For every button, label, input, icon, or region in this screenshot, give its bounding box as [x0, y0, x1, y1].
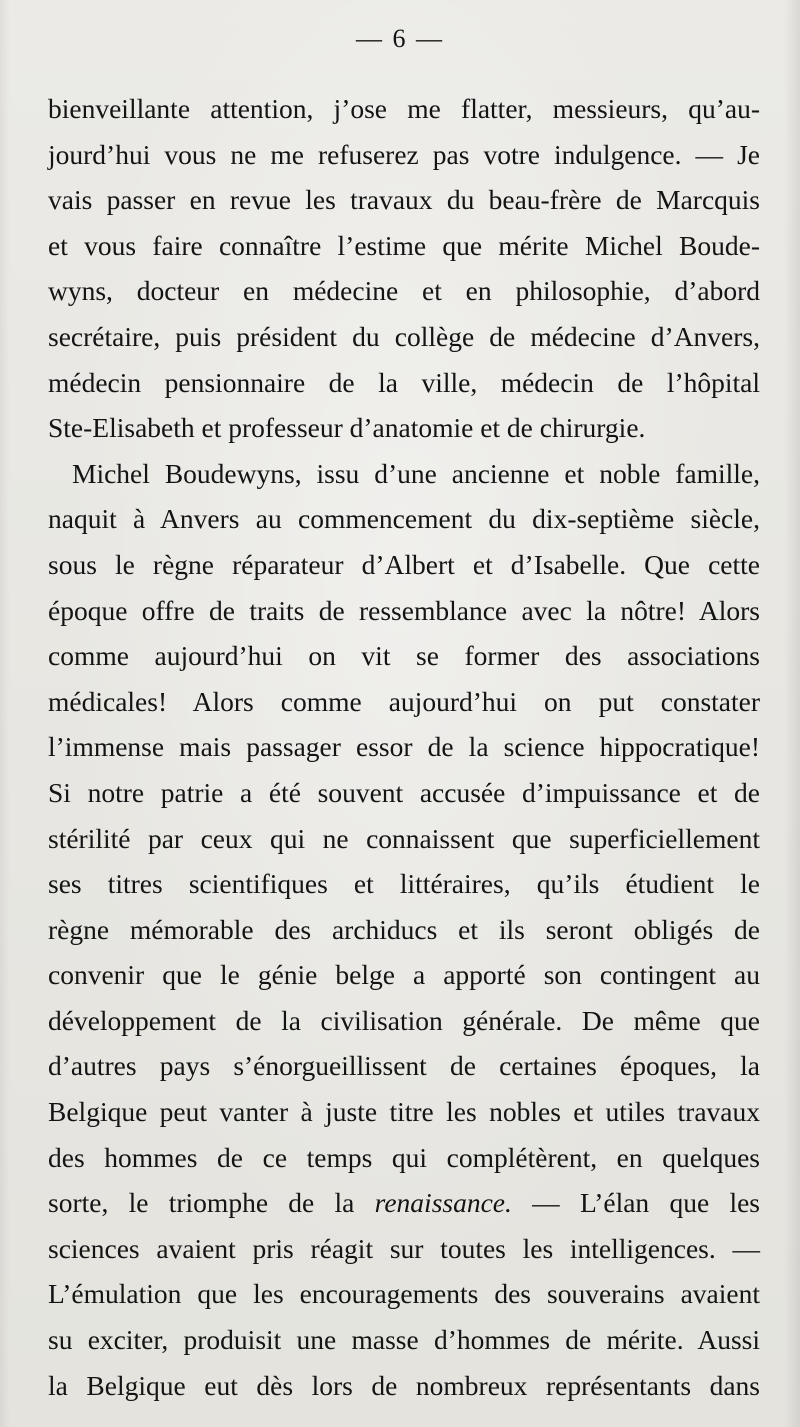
- italic-word: renaissance.: [374, 1187, 512, 1219]
- text-line: sous le règne réparateur d’Albert et d’Isabelle. Que cette: [48, 548, 760, 580]
- text-line: wyns, docteur en médecine et en philosophie, d’abord: [48, 275, 760, 307]
- text-line: médecin pensionnaire de la ville, médecin de l’hôpital: [48, 366, 760, 398]
- text-line: L’émulation que les encouragements des souverains avaient: [48, 1278, 760, 1310]
- text-line: et vous faire connaître l’estime que mérite Michel Boude-: [48, 229, 760, 261]
- text-line: Si notre patrie a été souvent accusée d’impuissance et de: [48, 776, 760, 808]
- page-edge-shadow-left: [0, 0, 10, 1427]
- text-line: l’immense mais passager essor de la science hippocratique!: [48, 731, 760, 763]
- text-line: d’autres pays s’énorgueillissent de certaines époques, la: [48, 1050, 760, 1082]
- text-line: ses titres scientifiques et littéraires, qu’ils étudient le: [48, 868, 760, 900]
- page-number-header: — 6 —: [356, 24, 444, 53]
- text-line: époque offre de traits de ressemblance avec la nôtre! Alors: [48, 594, 760, 626]
- text-line: jourd’hui vous ne me refuserez pas votre indulgence. — Je: [48, 138, 760, 170]
- text-line: secrétaire, puis président du collège de médecine d’Anvers,: [48, 320, 760, 352]
- text-line: vais passer en revue les travaux du beau-frère de Marcquis: [48, 184, 760, 216]
- body-text: [48, 86, 760, 1408]
- text-line: bienveillante attention, j’ose me flatter, messieurs, qu’au-: [48, 93, 760, 124]
- text-line: naquit à Anvers au commencement du dix-septième siècle,: [48, 503, 760, 535]
- text-line: sciences avaient pris réagit sur toutes les intelligences. —: [48, 1232, 760, 1264]
- text-line: comme aujourd’hui on vit se former des associations: [48, 640, 760, 672]
- text-segment: — L’élan que les: [511, 1187, 760, 1219]
- text-line: Michel Boudewyns, issu d’une ancienne et noble famille,: [72, 457, 760, 489]
- text-line: [48, 1180, 760, 1226]
- text-line: Belgique peut vanter à juste titre les nobles et utiles travaux: [48, 1096, 760, 1128]
- text-line: convenir que le génie belge a apporté son contingent au: [48, 959, 760, 991]
- text-line: médicales! Alors comme aujourd’hui on put constater: [48, 685, 760, 717]
- text-line: la Belgique eut dès lors de nombreux représentants dans: [48, 1369, 760, 1401]
- text-line: règne mémorable des archiducs et ils seront obligés de: [48, 913, 760, 945]
- text-line: Ste-Elisabeth et professeur d’anatomie et de chirurgie.: [48, 412, 646, 444]
- text-line: stérilité par ceux qui ne connaissent que superficiellement: [48, 822, 760, 854]
- text-line: développement de la civilisation générale. De même que: [48, 1004, 760, 1036]
- page-edge-shadow-right: [784, 0, 800, 1427]
- text-line: des hommes de ce temps qui complétèrent, en quelques: [48, 1141, 760, 1173]
- text-line: su exciter, produisit une masse d’hommes de mérite. Aussi: [48, 1324, 760, 1356]
- text-segment: sorte, le triomphe de la: [48, 1187, 355, 1219]
